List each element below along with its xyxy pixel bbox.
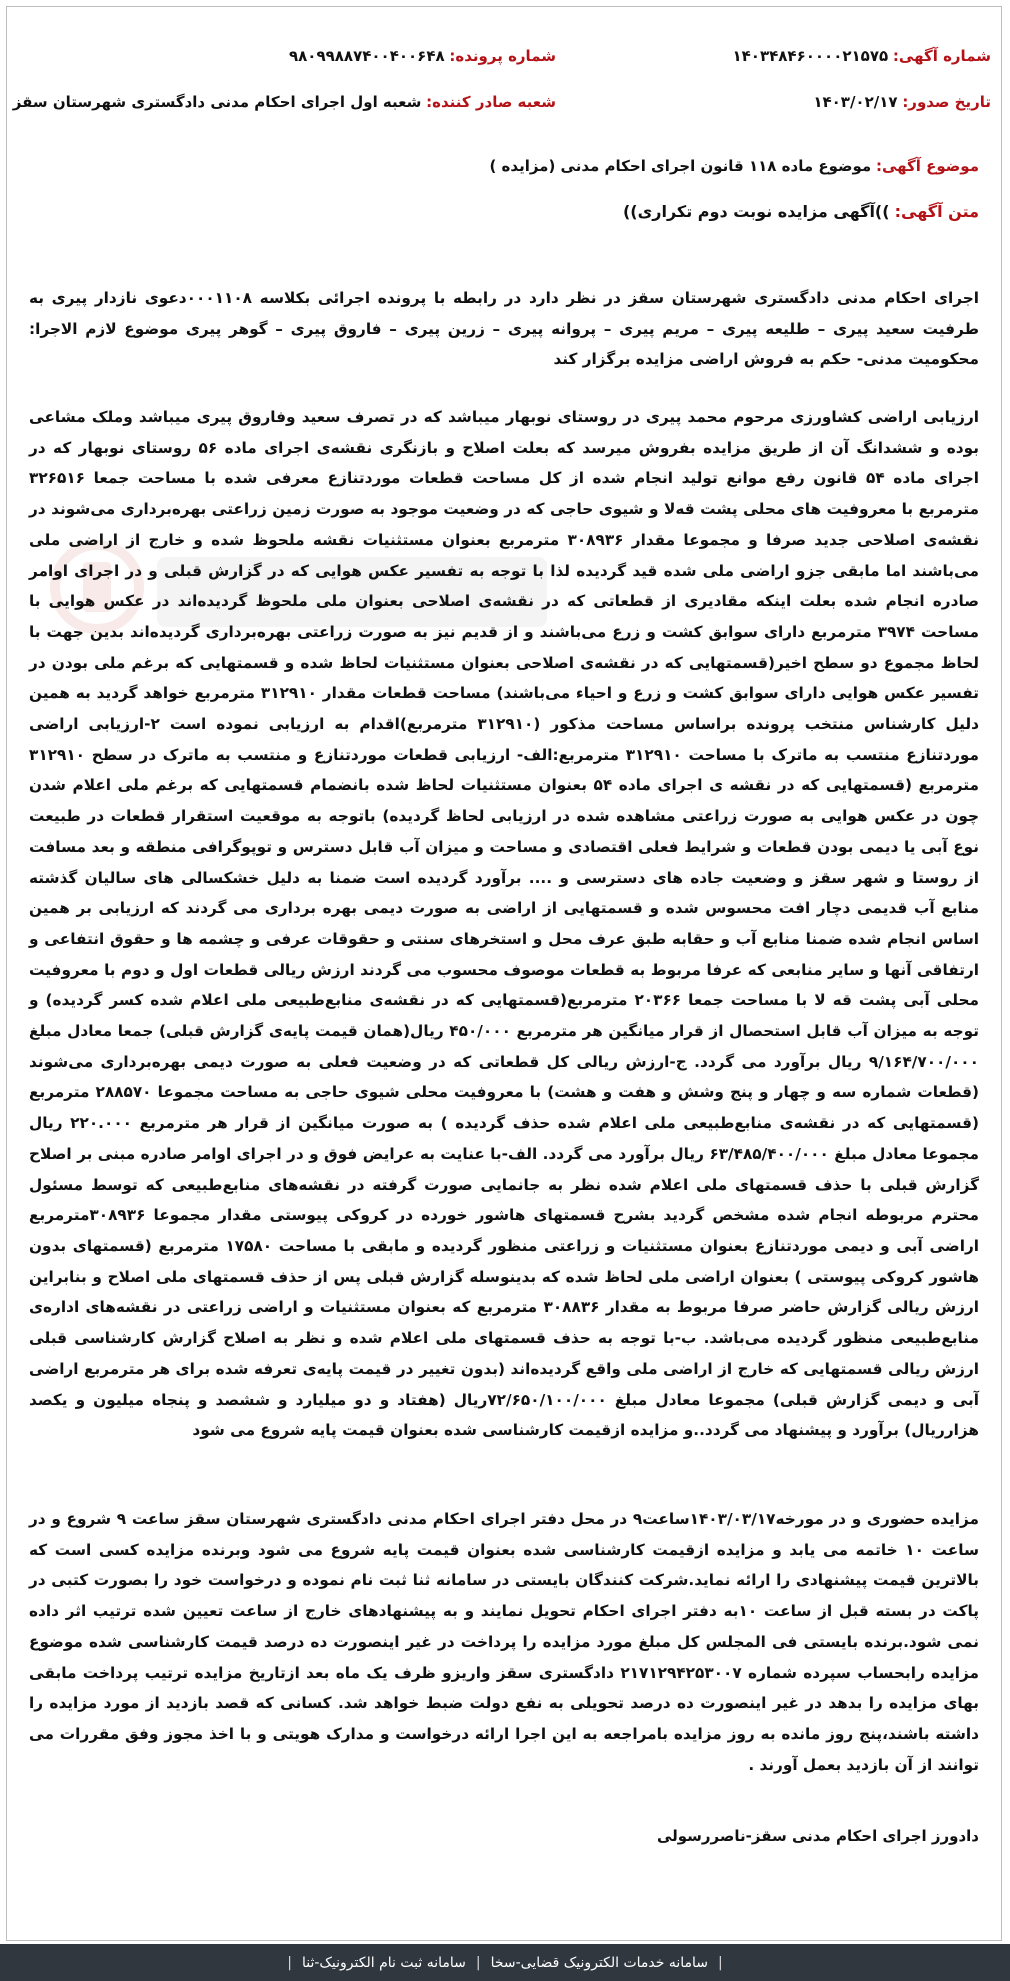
subject-label: موضوع آگهی: [875,157,979,175]
paragraph-intro: اجرای احکام مدنی دادگستری شهرستان سقز در نظر دارد در رابطه با پرونده اجرائی بکلاسه ۰۰۰۱۱۰۸دعوی نازدار پیری به طرفیت سعید پیری – طلیعه پیری – مریم پیری – پروانه پیری – زرین پیری – فاروق پیری – گوهر پیری موضوع لازم الاجرا: محکومیت مدنی- حکم به فروش اراضی مزایده برگزار کند [29,289,980,369]
ad-number-label: شماره آگهی: [892,47,991,65]
paragraph-valuation: ارزیابی اراضی کشاورزی مرحوم محمد پیری در روستای نوبهار میباشد که در تصرف سعید وفاروق پیری میباشد وملک مشاعی بوده و ششدانگ آن از طریق مزایده بفروش میرسد که بعلت اصلاح و بازنگری نقشه‌ی اجرای ماده ۵۶ روستای نوبهار که در اجرای ماده ۵۴ قانون رفع موانع تولید انجام شده از کل مساحت قطعات موردتنازع معرفی شده با مساحت جمعا ۳۲۶۵۱۶ مترمربع با معروفیت های محلی پشت قه‌لا و شیوی حاجی که در وضعیت موجود به صورت زمین زراعتی بهره‌برداری می‌شوند در نقشه‌ی اصلاحی جدید صرفا و مجموعا مقدار ۳۰۸۹۳۶ مترمربع بعنوان مستثنیات نقشه ملحوظ شده و خارج از اراضی ملی می‌باشند اما مابقی جزو اراضی ملی شده قید گردیده لذا با توجه به تفسیر عکس هوایی که در گزارش قبلی و در اجرای اوامر صادره انجام شده بعلت اینکه مقادیری از قطعاتی که در نقشه‌ی اصلاحی بعنوان ملی ملحوظ گردیده‌اند در عکس هوایی با مساحت ۳۹۷۴ مترمربع دارای سوابق کشت و زرع می‌باشند و از قدیم نیز به صورت زراعتی بهره‌برداری گردیده‌اند بدین جهت با لحاظ مجموع دو سطح اخیر(قسمتهایی که در نقشه‌ی اصلاحی بعنوان مستثنیات لحاظ شده و قسمتهایی که برغم ملی بودن در تفسیر عکس هوایی دارای سوابق کشت و زرع و احیاء می‌باشند) مساحت قطعات مقدار ۳۱۲۹۱۰ مترمربع خواهد گردید به همین دلیل کارشناس منتخب پرونده براساس مساحت مذکور (۳۱۲۹۱۰ مترمربع)اقدام به ارزیابی نموده است ۲-ارزیابی اراضی موردتنازع منتسب به ماترک با مساحت ۳۱۲۹۱۰ مترمربع:الف- ارزیابی قطعات موردتنازع و منتسب به ماترک در سطح ۳۱۲۹۱۰ مترمربع (قسمتهایی که در نقشه ی اجرای ماده ۵۴ بعنوان مستثنیات لحاظ شده بانضمام قسمتهایی که برغم ملی اعلام شدن چون در عکس هوایی به صورت زراعتی مشاهده شده در ارزیابی لحاظ گردیده) باتوجه به موقعیت استقرار قطعات در طبیعت نوع آبی یا دیمی بودن قطعات و شرایط فعلی اقتصادی و مساحت و میزان آب قابل دسترس و توپوگرافی منطقه و بعد مسافت از روستا و شهر سقز و وضعیت جاده های دسترسی و .... برآورد گردیده است ضمنا به دلیل خشکسالی های سالیان گذشته منابع آب قدیمی دچار افت محسوس شده و قسمتهایی از اراضی به صورت دیمی بهره برداری می گردند که ارزیابی بر همین اساس انجام شده ضمنا منابع آب و حقابه طبق عرف محل و استخرهای سنتی و حقوقات عرفی و چشمه ها و حقوق انتفاعی و ارتفاقی آنها و سایر منابعی که عرفا مربوط به قطعات موصوف محسوب می گردند ارزش ریالی قطعات اول و دوم با معروفیت محلی آبی پشت قه لا با مساحت جمعا ۲۰۳۶۶ مترمربع(قسمتهایی که در نقشه‌ی منابع‌طبیعی ملی اعلام شده کسر گردیده) و توجه به میزان آب قابل استحصال از قرار میانگین هر مترمربع ۴۵۰/۰۰۰ ریال(همان قیمت پایه‌ی گزارش قبلی) جمعا معادل مبلغ ۹/۱۶۴/۷۰۰/۰۰۰ ریال برآورد می گردد. ج-ارزش ریالی کل قطعاتی که در وضعیت فعلی به صورت دیمی بهره‌برداری می‌شوند (قطعات شماره سه و چهار و پنج وشش و هفت و هشت) با معروفیت محلی شیوی حاجی به مساحت مجموعا ۲۸۸۵۷۰ مترمربع (قسمتهایی که در نقشه‌ی منابع‌طبیعی ملی اعلام شده حذف گردیده ) به صورت میانگین از قرار هر مترمربع ۲۲۰.۰۰۰ ریال مجموعا معادل مبلغ ۶۳/۴۸۵/۴۰۰/۰۰۰ ریال برآورد می گردد. الف-با عنایت به عرایض فوق و در اجرای اوامر صادره مبنی بر اصلاح گزارش قبلی با حذف قسمتهای ملی اعلام شده نظر به جانمایی صورت گرفته در نقشه‌های منابع‌طبیعی که توسط مسئول محترم مربوطه انجام شده مشخص گردید بشرح قسمتهای هاشور خورده در کروکی پیوستی مقدار مجموعا ۳۰۸۹۳۶مترمربع اراضی آبی و دیمی موردتنازع بعنوان مستثنیات و زراعتی منظور گردیده و مابقی با مساحت ۱۷۵۸۰ مترمربع (قسمتهای بدون هاشور کروکی پیوستی ) بعنوان اراضی ملی لحاظ شده که بدینوسله گزارش قبلی پس از حذف قسمتهای ملی اصلاح و بنابراین ارزش ریالی گزارش حاضر صرفا مربوط به مقدار ۳۰۸۸۳۶ مترمربع که بعنوان مستثنیات و اراضی زراعتی در نقشه‌های اداره‌ی منابع‌طبیعی منظور گردیده می‌باشد. ب-با توجه به حذف قسمتهای ملی اعلام شده و نظر به اصلاح گزارش کارشناسی قبلی ارزش ریالی قسمتهایی که خارج از اراضی ملی واقع گردیده‌اند (بدون تغییر در قیمت پایه‌ی تعرفه شده برای هر مترمربع اراضی آبی و دیمی گزارش قبلی) مجموعا معادل مبلغ ۷۲/۶۵۰/۱۰۰/۰۰۰ریال (هفتاد و دو میلیارد و ششصد و پنجاه میلیون و یکصد هزارریال) برآورد و پیشنهاد می گردد..و مزایده ازقیمت کارشناسی شده بعنوان قیمت پایه شروع می شود [29,408,980,1440]
footer-link-sakha[interactable]: سامانه خدمات الکترونیک قضایی-سخا [490,1954,709,1971]
notice-body [29,283,979,375]
notice-text-value: ))آگهی مزایده نوبت دوم تکراری)) [622,202,890,221]
issue-date-label: تاریخ صدور: [902,93,991,111]
issuer-value: شعبه اول اجرای احکام مدنی دادگستری شهرستان سقز [12,93,422,111]
ad-number-row [732,47,991,73]
notice-body-terms [29,1504,979,1780]
ad-number-value: ۱۴۰۳۴۸۴۶۰۰۰۰۲۱۵۷۵ [732,47,889,65]
footer-link-sana[interactable]: سامانه ثبت نام الکترونیک-ثنا [301,1954,466,1971]
case-number-row [289,47,556,73]
case-number-label: شماره پرونده: [449,47,556,65]
issue-date-value: ۱۴۰۳/۰۲/۱۷ [813,93,898,111]
notice-body-valuation [29,402,979,1446]
subject-row [489,157,979,175]
issue-date-row [813,93,991,119]
notice-document [6,6,1002,1941]
subject-value: موضوع ماده ۱۱۸ قانون اجرای احکام مدنی (مزایده ) [489,157,872,175]
signature: دادورز اجرای احکام مدنی سقز-ناصررسولی [656,1827,979,1845]
issuer-label: شعبه صادر کننده: [426,93,556,111]
footer-bar: | سامانه خدمات الکترونیک قضایی-سخا | سامانه ثبت نام الکترونیک-ثنا | [0,1944,1010,1981]
paragraph-terms: مزایده حضوری و در مورخه۱۴۰۳/۰۳/۱۷ساعت۹ در محل دفتر اجرای احکام مدنی دادگستری شهرستان سقز ساعت ۹ شروع و در ساعت ۱۰ خاتمه می یابد و مزایده ازقیمت کارشناسی شده بعنوان قیمت پایه شروع می شود وبرنده مزایده کسی است که بالاترین قیمت پیشنهادی را ارائه نماید.شرکت کنندگان بایستی در سامانه ثنا ثبت نام نموده و درخواست خود را بصورت کتبی در پاکت در بسته قبل از ساعت ۱۰به دفتر اجرای احکام تحویل نمایند و به پیشنهادهای خارج از ساعت تعیین شده ترتیب اثر داده نمی شود.برنده بایستی فی المجلس کل مبلغ مورد مزایده را پرداخت در غیر اینصورت ده درصد قیمت کارشناسی شده موضوع مزایده رابحساب سپرده شماره ۲۱۷۱۲۹۴۲۵۳۰۰۷ دادگستری سقز واریزو ظرف یک ماه بعد ازتاریخ مزایده ترتیب پرداخت مابقی بهای مزایده را بدهد در غیر اینصورت ده درصد تحویلی به نفع دولت ضبط خواهد شد. کسانی که قصد بازدید از مورد مزایده را داشته باشند،پنج روز مانده به روز مزایده بامراجعه به این اجرا ارائه درخواست و مدارک هویتی و با اخذ مجوز وفق مقررات می توانند از آن بازدید بعمل آورند . [29,1510,980,1774]
notice-text-row [623,202,979,221]
notice-text-label: متن آگهی: [894,202,979,221]
issuer-row [13,93,556,119]
case-number-value: ۹۸۰۹۹۸۸۷۴۰۰۴۰۰۶۴۸ [288,47,445,65]
